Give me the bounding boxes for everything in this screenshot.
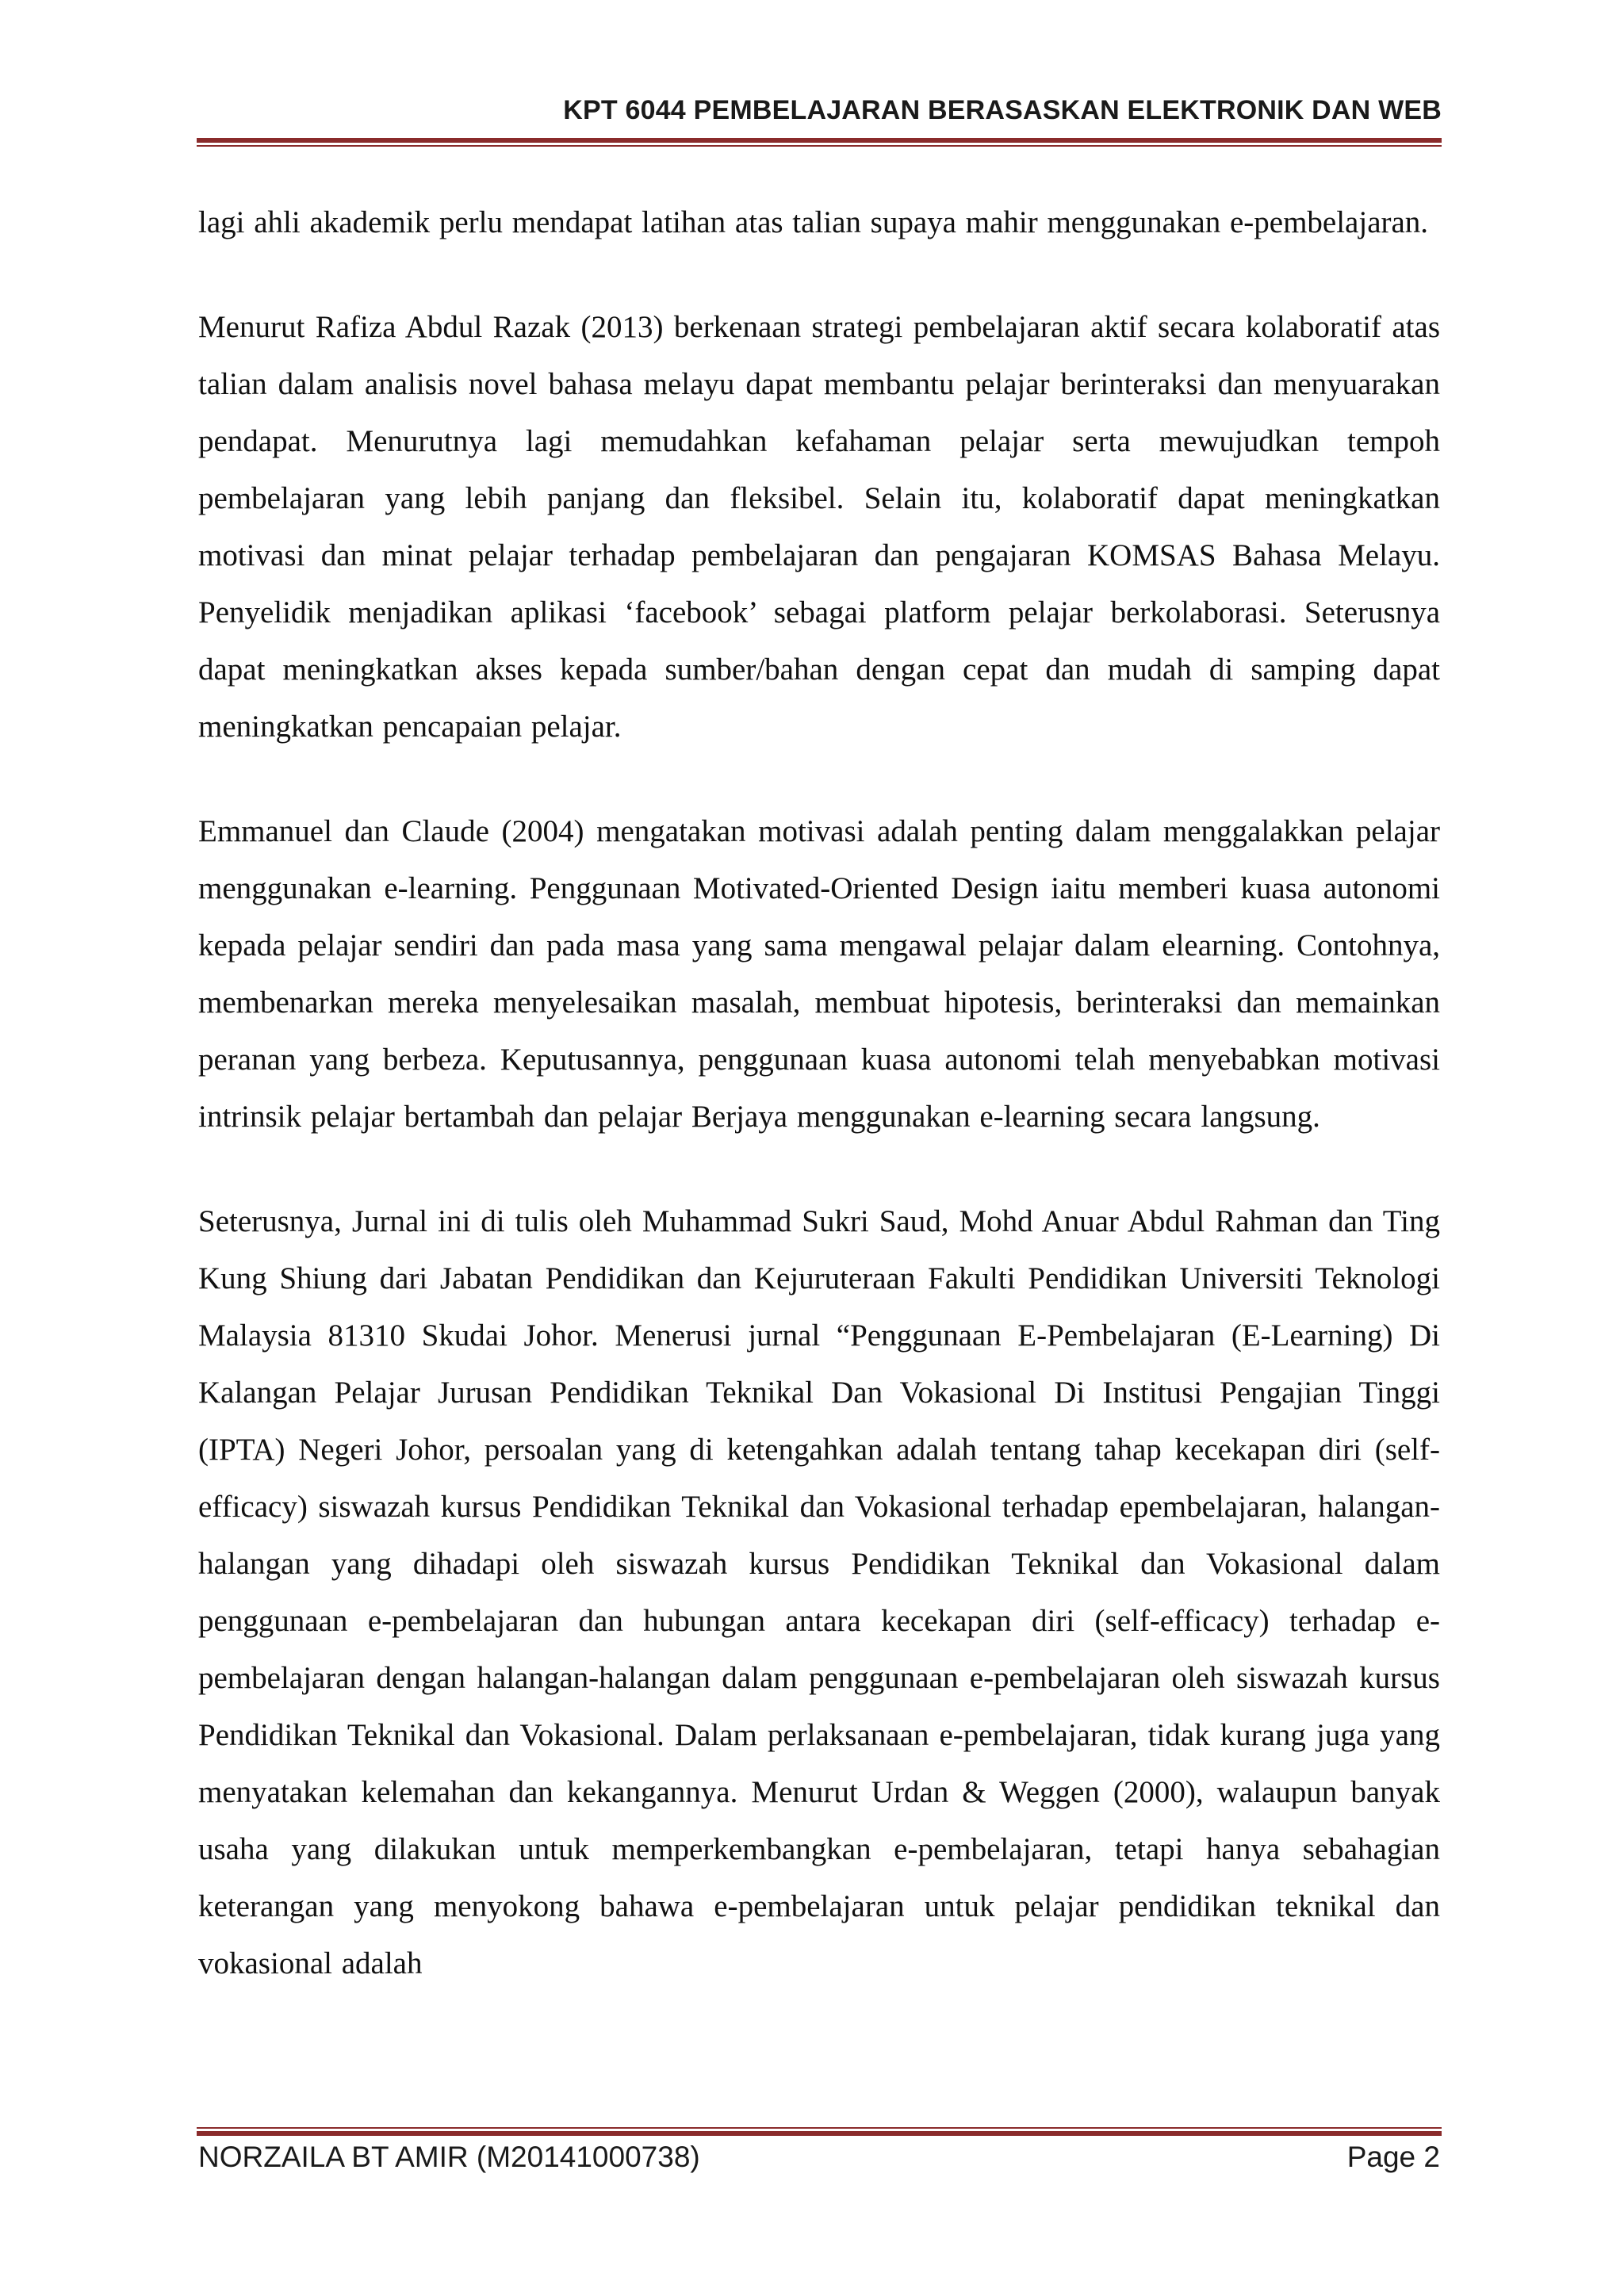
header-rule xyxy=(197,138,1442,147)
body-paragraph: lagi ahli akademik perlu mendapat latihan atas talian supaya mahir menggunakan e-pembelajaran. xyxy=(198,205,1429,239)
page-body xyxy=(198,194,1440,1992)
running-header-title: KPT 6044 PEMBELAJARAN BERASASKAN ELEKTRONIK DAN WEB xyxy=(563,95,1442,125)
footer-author: NORZAILA BT AMIR (M20141000738) xyxy=(198,2141,700,2173)
footer-rule xyxy=(197,2125,1442,2136)
body-paragraph: Emmanuel dan Claude (2004) mengatakan motivasi adalah penting dalam menggalakkan pelajar menggunakan e-learning. Penggunaan Motivated-Oriented Design iaitu memberi kuasa autonomi kepada pelajar sendiri dan pada masa yang sama mengawal pelajar dalam elearning. Contohnya, membenarkan mereka menyelesaikan masalah, membuat hipotesis, berinteraksi dan memainkan peranan yang berbeza. Keputusannya, penggunaan kuasa autonomi telah menyebabkan motivasi intrinsik pelajar bertambah dan pelajar Berjaya menggunakan e-learning secara langsung. xyxy=(198,814,1440,1134)
page-number: Page 2 xyxy=(1346,2141,1440,2173)
body-paragraph: Seterusnya, Jurnal ini di tulis oleh Muhammad Sukri Saud, Mohd Anuar Abdul Rahman dan Ting Kung Shiung dari Jabatan Pendidikan dan Kejuruteraan Fakulti Pendidikan Universiti Teknologi Malaysia 81310 Skudai Johor. Menerusi jurnal “Penggunaan E-Pembelajaran (E-Learning) Di Kalangan Pelajar Jurusan Pendidikan Teknikal Dan Vokasional Di Institusi Pengajian Tinggi (IPTA) Negeri Johor, persoalan yang di ketengahkan adalah tentang tahap kecekapan diri (self-efficacy) siswazah kursus Pendidikan Teknikal dan Vokasional terhadap epembelajaran, halangan-halangan yang dihadapi oleh siswazah kursus Pendidikan Teknikal dan Vokasional dalam penggunaan e-pembelajaran dan hubungan antara kecekapan diri (self-efficacy) terhadap e-pembelajaran dengan halangan-halangan dalam penggunaan e-pembelajaran oleh siswazah kursus Pendidikan Teknikal dan Vokasional. Dalam perlaksanaan e-pembelajaran, tidak kurang juga yang menyatakan kelemahan dan kekangannya. Menurut Urdan & Weggen (2000), walaupun banyak usaha yang dilakukan untuk memperkembangkan e-pembelajaran, tetapi hanya sebahagian keterangan yang menyokong bahawa e-pembelajaran untuk pelajar pendidikan teknikal dan vokasional adalah xyxy=(198,1204,1440,1980)
body-paragraph: Menurut Rafiza Abdul Razak (2013) berkenaan strategi pembelajaran aktif secara kolaboratif atas talian dalam analisis novel bahasa melayu dapat membantu pelajar berinteraksi dan menyuarakan pendapat. Menurutnya lagi memudahkan kefahaman pelajar serta mewujudkan tempoh pembelajaran yang lebih panjang dan fleksibel. Selain itu, kolaboratif dapat meningkatkan motivasi dan minat pelajar terhadap pembelajaran dan pengajaran KOMSAS Bahasa Melayu. Penyelidik menjadikan aplikasi ‘facebook’ sebagai platform pelajar berkolaborasi. Seterusnya dapat meningkatkan akses kepada sumber/bahan dengan cepat dan mudah di samping dapat meningkatkan pencapaian pelajar. xyxy=(198,310,1440,744)
